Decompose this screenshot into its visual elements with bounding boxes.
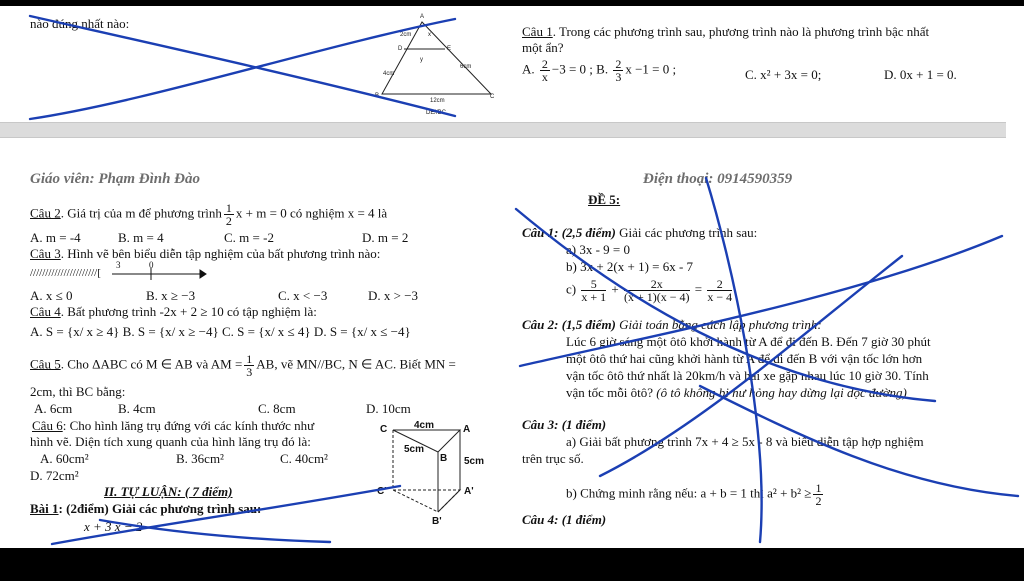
right-c2-l1: Lúc 6 giờ sáng một ôtô khởi hành từ A để đi đến B. Đến 7 giờ 30 phút	[566, 334, 931, 349]
tri-label-b: B	[375, 93, 380, 99]
prism-bottom-face	[393, 490, 460, 512]
left-q6: Câu 6: Cho hình lăng trụ đứng với các kính thước như	[32, 418, 315, 433]
prism-figure	[393, 430, 460, 512]
number-line-label-3: 3	[116, 260, 121, 270]
number-line-arrow	[200, 270, 206, 278]
number-line-marks: //////////////////////[	[30, 267, 101, 279]
tri-caption: DE//BC	[426, 110, 447, 116]
left-q5-opt-a: A. 6cm	[34, 401, 73, 416]
top-q1-option-c: C. x² + 3x = 0;	[745, 67, 822, 82]
document-page	[0, 6, 1024, 548]
left-q4: Câu 4. Bất phương trình -2x + 2 ≥ 10 có tập nghiệm là:	[30, 304, 317, 319]
right-c2-l3: vận tốc ôtô thứ nhất là 20km/h và hai xe gặp nhau lúc 10 giờ 30. Tính	[566, 368, 929, 383]
pen-strokes	[30, 16, 1018, 544]
right-c2-l2: một ôtô thứ hai cũng khởi hành từ A để đi đến B với vận tốc lớn hơn	[566, 351, 923, 366]
left-q2-opt-b: B. m = 4	[118, 230, 164, 245]
left-q2: Câu 2. Giá trị của m để phương trình $\frac{1}{2}$ x + m = 0 có nghiệm x = 4 là	[30, 201, 388, 228]
right-c1: Câu 1: (2,5 điểm) Giải các phương trình sau:	[522, 225, 758, 240]
figures-and-annotations	[0, 6, 1024, 548]
triangle-abc	[382, 22, 491, 94]
pen-stroke-6	[706, 178, 762, 542]
tri-label-6cm: 6cm	[460, 64, 472, 70]
top-left-text: nào đúng nhất nào:	[30, 16, 130, 31]
tri-label-d: D	[398, 46, 403, 52]
prism-label-4cm: 4cm	[414, 420, 435, 431]
right-c3-a: a) Giải bất phương trình 7x + 4 ≥ 5x - 8 và biểu diễn tập hợp nghiệm	[566, 434, 924, 449]
left-q6-opt-a: A. 60cm²	[40, 451, 89, 466]
pen-stroke-9	[700, 386, 1018, 496]
left-q3-opt-c: C. x < −3	[278, 288, 328, 303]
prism-label-5cm-1: 5cm	[404, 444, 425, 455]
left-q3: Câu 3. Hình vẽ bên biểu diễn tập nghiệm của bất phương trình nào:	[30, 246, 381, 261]
prism-label-c-prime: C'	[377, 486, 387, 497]
left-q5-line2: 2cm, thì BC bằng:	[30, 384, 126, 399]
left-q5-opt-d: D. 10cm	[366, 401, 411, 416]
tri-label-2cm: 2cm	[400, 32, 412, 38]
bai1: Bài 1: (2điểm) Giải các phương trình sau:	[30, 501, 262, 516]
left-q5: Câu 5. Cho ΔABC có M ∈ AB và AM = $\frac{1}{3}$ AB, vẽ MN//BC, N ∈ AC. Biết MN =	[30, 352, 456, 379]
exam-title: ĐỀ 5:	[588, 192, 621, 207]
top-q1-option-d: D. 0x + 1 = 0.	[884, 67, 957, 82]
tri-label-e: E	[447, 46, 452, 52]
number-line-label-0: 0	[149, 260, 154, 270]
left-q6-line2: hình vẽ. Diện tích xung quanh của hình lăng trụ đó là:	[30, 434, 311, 449]
left-q2-opt-c: C. m = -2	[224, 230, 274, 245]
prism-label-b-prime: B'	[432, 516, 442, 527]
left-q2-opt-a: A. m = -4	[30, 230, 81, 245]
prism-label-b: B	[440, 453, 448, 464]
left-q3-opt-b: B. x ≥ −3	[146, 288, 196, 303]
left-q2-opt-d: D. m = 2	[362, 230, 409, 245]
tri-label-y: y	[420, 57, 423, 63]
right-c1-a: a) 3x - 9 = 0	[566, 242, 631, 257]
right-c3-a2: trên trục số.	[522, 451, 584, 466]
left-q5-opt-b: B. 4cm	[118, 401, 156, 416]
left-q6-opt-b: B. 36cm²	[176, 451, 224, 466]
prism-label-a: A	[463, 424, 471, 435]
left-q4-options: A. S = {x/ x ≥ 4} B. S = {x/ x ≥ −4} C. S = {x/ x ≤ 4} D. S = {x/ x ≤ −4}	[30, 324, 411, 339]
prism-label-a-prime: A'	[464, 486, 474, 497]
right-c2-l4: vận tốc mỗi ôtô? (ô tô không bị hư hỏng hay dừng lại dọc đường)	[566, 385, 907, 400]
left-q5-opt-c: C. 8cm	[258, 401, 296, 416]
top-q1-options: A. $\frac{2}{x}$ −3 = 0 ; B. $\frac{2}{3}$ x −1 = 0 ;	[522, 57, 677, 84]
left-q3-opt-a: A. x ≤ 0	[30, 288, 73, 303]
right-c3-b: b) Chứng minh rằng nếu: a + b = 1 thì a² + b² ≥ $\frac{1}{2}$	[566, 481, 822, 508]
left-q3-opt-d: D. x > −3	[368, 288, 419, 303]
bai1-partial: x + 3 x − 2	[84, 519, 143, 534]
right-c3: Câu 3: (1 điểm)	[522, 417, 607, 432]
tri-label-12cm: 12cm	[430, 98, 445, 104]
pen-stroke-7	[520, 236, 1002, 366]
tri-label-x: x	[428, 32, 431, 38]
left-q6-opt-c: C. 40cm²	[280, 451, 328, 466]
top-q1-line2: một ẩn?	[522, 40, 564, 55]
prism-label-c: C	[380, 424, 388, 435]
prism-label-5cm-2: 5cm	[464, 456, 485, 467]
tri-label-a: A	[420, 14, 425, 20]
tri-label-c: C	[490, 94, 495, 100]
right-c4: Câu 4: (1 điểm)	[522, 512, 607, 527]
pen-stroke-8	[600, 256, 902, 476]
number-line	[112, 268, 206, 280]
left-q6-opt-d: D. 72cm²	[30, 468, 79, 483]
top-q1: Câu 1. Trong các phương trình sau, phương trình nào là phương trình bậc nhất	[522, 24, 930, 39]
pen-stroke-1	[30, 16, 455, 116]
right-c2: Câu 2: (1,5 điểm) Giải toán bằng cách lập phương trình:	[522, 317, 822, 332]
triangle-figure	[382, 22, 491, 94]
teacher-phone: Điện thoại: 0914590359	[643, 171, 793, 187]
essay-heading: II. TỰ LUẬN: ( 7 điểm)	[104, 484, 233, 499]
right-c1-b: b) 3x + 2(x + 1) = 6x - 7	[566, 259, 694, 274]
pen-stroke-5	[516, 209, 935, 401]
right-c1-c: c) $\frac{5}{x + 1}$ + $\frac{2x}{(x + 1)(x - 4)}$ = $\frac{2}{x - 4}$	[566, 277, 733, 304]
teacher-name: Giáo viên: Phạm Đình Đào	[30, 171, 201, 187]
tri-label-4cm: 4cm	[383, 71, 395, 77]
pen-stroke-2	[30, 19, 455, 119]
